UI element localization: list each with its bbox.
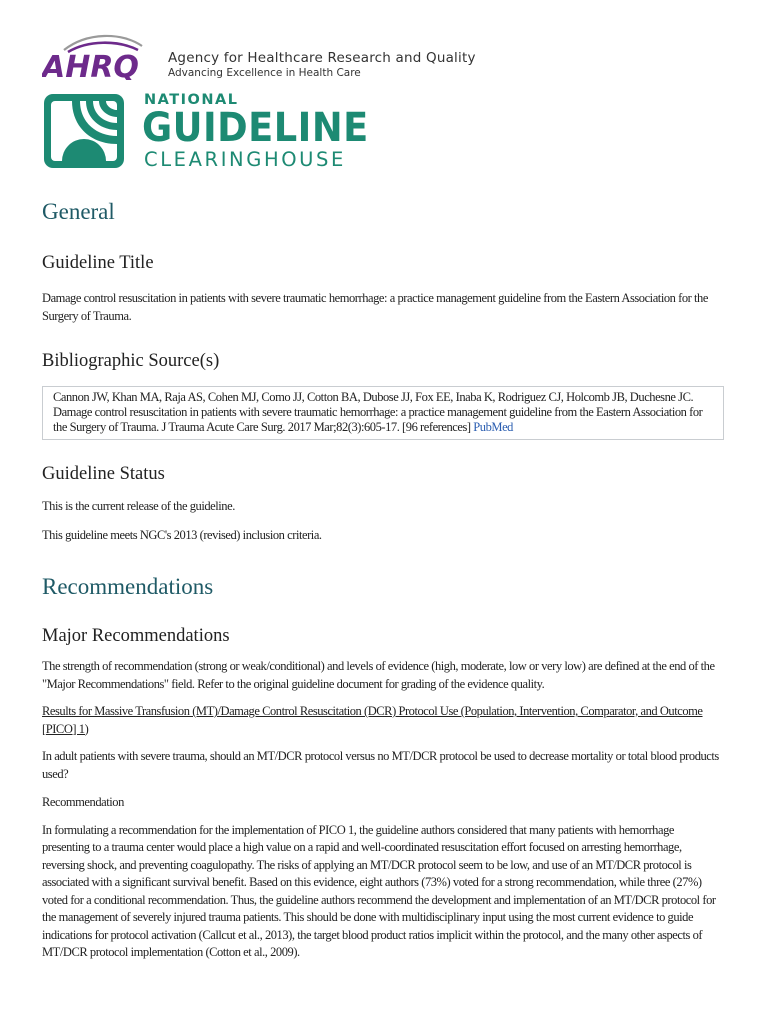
guideline-status-heading: Guideline Status	[42, 464, 165, 484]
ahrq-header	[42, 34, 502, 84]
ngc-title-clearinghouse: CLEARINGHOUSE	[144, 148, 346, 171]
content	[42, 195, 724, 962]
section-recommendations-heading: Recommendations	[42, 574, 214, 599]
results-pico-1-link[interactable]: Results for Massive Transfusion (MT)/Damage Control Resuscitation (DCR) Protocol Use (Population, Intervention, Comparator, and Outcome [PICO] 1)	[42, 704, 703, 736]
pico-question: In adult patients with severe trauma, should an MT/DCR protocol versus no MT/DCR protocol be used to decrease mortality or total blood products used?	[42, 749, 719, 781]
section-general-heading: General	[42, 199, 115, 224]
ahrq-logo[interactable]	[42, 34, 162, 80]
bibliographic-source-heading: Bibliographic Source(s)	[42, 351, 220, 371]
bibliographic-source-text: Cannon JW, Khan MA, Raja AS, Cohen MJ, Como JJ, Cotton BA, Dubose JJ, Fox EE, Inaba K, Rodriguez CJ, Holcomb JB, Duchesne JC. Damage control resuscitation in patients with severe traumatic hemorrhage: a practice management guideline from the Eastern Association for the Surgery of Trauma. J Trauma Acute Care Surg. 2017 Mar;82(3):605-17. [96 references]	[53, 390, 703, 434]
ahrq-logo-text: AHRQ	[42, 50, 139, 80]
ngc-header	[42, 92, 372, 174]
major-recommendations-heading: Major Recommendations	[42, 626, 230, 646]
pubmed-link[interactable]: PubMed	[473, 420, 513, 434]
recommendation-body: In formulating a recommendation for the implementation of PICO 1, the guideline authors considered that many patients with hemorrhage presenting to a trauma center would place a high value on a rapid and well-coordinated resuscitation effort focused on arresting hemorrhage, reversing shock, and preventing coagulopathy. The risks of applying an MT/DCR protocol seem to be low, and use of an MT/DCR protocol is associated with a significant survival benefit. Based on this evidence, eight authors (73%) voted for a strong recommendation, while three (27%) voted for a conditional recommendation. Thus, the guideline authors recommend the development and implementation of an MT/DCR protocol for the management of severely injured trauma patients. This should be done with multidisciplinary input using the most current evidence to guide indications for protocol activation (Callcut et al., 2013), the target blood product ratios implicit within the protocol, and the many other aspects of MT/DCR protocol implementation (Cotton et al., 2009).	[42, 822, 716, 959]
recommendation-label: Recommendation	[42, 795, 124, 809]
guideline-title-heading: Guideline Title	[42, 253, 154, 273]
ngc-logo[interactable]	[42, 92, 126, 170]
agency-tagline: Advancing Excellence in Health Care	[168, 67, 361, 79]
major-recommendations-intro: The strength of recommendation (strong or weak/conditional) and levels of evidence (high, moderate, low or very low) are defined at the end of the "Major Recommendations" field. Refer to the original guideline document for grading of the evidence quality.	[42, 659, 715, 691]
ngc-title-national: NATIONAL	[144, 92, 239, 108]
guideline-title-text: Damage control resuscitation in patients with severe traumatic hemorrhage: a practice management guideline from the Eastern Association for the Surgery of Trauma.	[42, 291, 708, 323]
guideline-status-text-2: This guideline meets NGC's 2013 (revised) inclusion criteria.	[42, 527, 322, 542]
ngc-title-guideline: GUIDELINE	[142, 105, 369, 151]
bibliographic-source-box	[42, 386, 724, 440]
agency-name: Agency for Healthcare Research and Quality	[168, 50, 476, 66]
guideline-status-text-1: This is the current release of the guideline.	[42, 499, 235, 513]
